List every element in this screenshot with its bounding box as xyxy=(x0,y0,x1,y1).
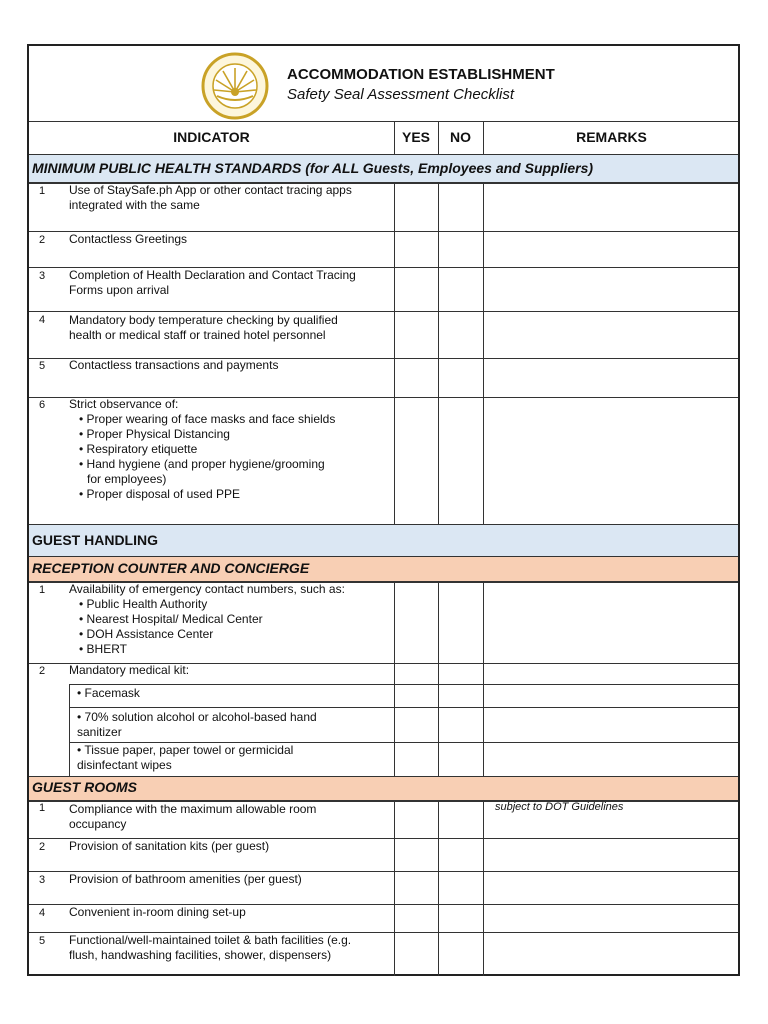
kit-item: • Facemask xyxy=(77,686,140,700)
bullet-item: • DOH Assistance Center xyxy=(79,627,214,641)
item-text: Convenient in-room dining set-up xyxy=(69,905,246,919)
no-cell[interactable] xyxy=(439,685,483,707)
yes-cell[interactable] xyxy=(395,743,438,776)
no-cell[interactable] xyxy=(439,801,483,838)
remarks-cell[interactable] xyxy=(484,359,740,397)
yes-cell[interactable] xyxy=(395,312,438,358)
no-cell[interactable] xyxy=(439,268,483,311)
bullet-item: • Proper disposal of used PPE xyxy=(79,487,240,501)
item-text: Strict observance of: xyxy=(69,397,179,411)
item-text: Compliance with the maximum allowable room xyxy=(69,802,317,816)
no-cell[interactable] xyxy=(439,905,483,932)
yes-cell[interactable] xyxy=(395,933,438,976)
column-header-remarks: REMARKS xyxy=(576,129,647,145)
remarks-cell[interactable] xyxy=(484,398,740,524)
item-text: Use of StaySafe.ph App or other contact tracing apps xyxy=(69,183,352,197)
column-header-no: NO xyxy=(450,129,471,145)
yes-cell[interactable] xyxy=(395,801,438,838)
bullet-item: • Proper wearing of face masks and face shields xyxy=(79,412,336,426)
bullet-item: • Respiratory etiquette xyxy=(79,442,198,456)
kit-item: sanitizer xyxy=(77,725,122,739)
item-number: 1 xyxy=(38,584,46,596)
page-subtitle: Safety Seal Assessment Checklist xyxy=(287,86,515,103)
remarks-cell[interactable] xyxy=(484,905,740,932)
item-text: Availability of emergency contact numbers, such as: xyxy=(69,582,345,596)
no-cell[interactable] xyxy=(439,582,483,663)
item-number: 5 xyxy=(38,935,46,947)
item-text: health or medical staff or trained hotel personnel xyxy=(69,328,326,342)
no-cell[interactable] xyxy=(439,359,483,397)
yes-cell[interactable] xyxy=(395,839,438,871)
remarks-cell[interactable] xyxy=(484,933,740,976)
item-number: 3 xyxy=(38,270,46,282)
item-number: 4 xyxy=(38,314,46,326)
kit-item: disinfectant wipes xyxy=(77,758,172,772)
no-cell[interactable] xyxy=(439,312,483,358)
no-cell[interactable] xyxy=(439,708,483,742)
page-title: ACCOMMODATION ESTABLISHMENT xyxy=(287,66,555,83)
item-number: 5 xyxy=(38,360,46,372)
item-text: Contactless Greetings xyxy=(69,232,188,246)
yes-cell[interactable] xyxy=(395,398,438,524)
item-number: 1 xyxy=(38,802,46,814)
remarks-cell[interactable] xyxy=(484,582,740,663)
yes-cell[interactable] xyxy=(395,708,438,742)
section-title-min-health: MINIMUM PUBLIC HEALTH STANDARDS (for ALL Guests, Employees and Suppliers) xyxy=(32,160,594,176)
yes-cell[interactable] xyxy=(395,872,438,904)
dot-seal-logo xyxy=(201,52,269,120)
remarks-cell[interactable] xyxy=(484,708,740,742)
bullet-item: • BHERT xyxy=(79,642,127,656)
section-title-guest-rooms: GUEST ROOMS xyxy=(32,779,138,795)
yes-cell[interactable] xyxy=(395,359,438,397)
no-cell[interactable] xyxy=(439,933,483,976)
remarks-cell[interactable] xyxy=(484,312,740,358)
item-number: 2 xyxy=(38,665,46,677)
item-text: Provision of bathroom amenities (per guest) xyxy=(69,872,302,886)
no-cell[interactable] xyxy=(439,232,483,267)
yes-cell[interactable] xyxy=(395,232,438,267)
item-number: 2 xyxy=(38,234,46,246)
item-text: Forms upon arrival xyxy=(69,283,170,297)
bullet-item: for employees) xyxy=(87,472,167,486)
item-text: Completion of Health Declaration and Contact Tracing xyxy=(69,268,356,282)
bullet-item: • Proper Physical Distancing xyxy=(79,427,230,441)
column-header-yes: YES xyxy=(401,129,430,145)
remarks-cell[interactable] xyxy=(484,801,740,838)
item-text: Functional/well-maintained toilet & bath facilities (e.g. xyxy=(69,933,352,947)
item-text: Contactless transactions and payments xyxy=(69,358,279,372)
item-number: 2 xyxy=(38,841,46,853)
remarks-cell[interactable] xyxy=(484,232,740,267)
section-title-reception: RECEPTION COUNTER AND CONCIERGE xyxy=(32,560,310,576)
item-text: occupancy xyxy=(69,817,127,831)
no-cell[interactable] xyxy=(439,664,483,684)
yes-cell[interactable] xyxy=(395,685,438,707)
remarks-cell[interactable] xyxy=(484,664,740,684)
item-text: Provision of sanitation kits (per guest) xyxy=(69,839,270,853)
kit-item: • Tissue paper, paper towel or germicidal xyxy=(77,743,294,757)
checklist-sheet xyxy=(27,44,740,976)
remarks-cell[interactable] xyxy=(484,839,740,871)
remarks-cell[interactable] xyxy=(484,872,740,904)
item-number: 6 xyxy=(38,399,46,411)
item-number: 4 xyxy=(38,907,46,919)
item-text: Mandatory body temperature checking by qualified xyxy=(69,313,338,327)
yes-cell[interactable] xyxy=(395,905,438,932)
section-title-guest-handling: GUEST HANDLING xyxy=(32,532,158,548)
item-number: 1 xyxy=(38,185,46,197)
yes-cell[interactable] xyxy=(395,183,438,231)
bullet-item: • Hand hygiene (and proper hygiene/grooming xyxy=(79,457,325,471)
bullet-item: • Nearest Hospital/ Medical Center xyxy=(79,612,263,626)
column-header-indicator: INDICATOR xyxy=(173,129,250,145)
no-cell[interactable] xyxy=(439,872,483,904)
remarks-cell[interactable] xyxy=(484,685,740,707)
kit-item: • 70% solution alcohol or alcohol-based hand xyxy=(77,710,317,724)
no-cell[interactable] xyxy=(439,743,483,776)
no-cell[interactable] xyxy=(439,183,483,231)
bullet-item: • Public Health Authority xyxy=(79,597,208,611)
remarks-cell[interactable] xyxy=(484,743,740,776)
item-text: Mandatory medical kit: xyxy=(69,663,190,677)
item-number: 3 xyxy=(38,874,46,886)
item-text: flush, handwashing facilities, shower, dispensers) xyxy=(69,948,332,962)
yes-cell[interactable] xyxy=(395,664,438,684)
yes-cell[interactable] xyxy=(395,582,438,663)
remarks-cell[interactable] xyxy=(484,268,740,311)
item-text: integrated with the same xyxy=(69,198,200,212)
remarks-cell[interactable] xyxy=(484,183,740,231)
no-cell[interactable] xyxy=(439,839,483,871)
yes-cell[interactable] xyxy=(395,268,438,311)
no-cell[interactable] xyxy=(439,398,483,524)
remark-text: subject to DOT Guidelines xyxy=(495,801,624,813)
